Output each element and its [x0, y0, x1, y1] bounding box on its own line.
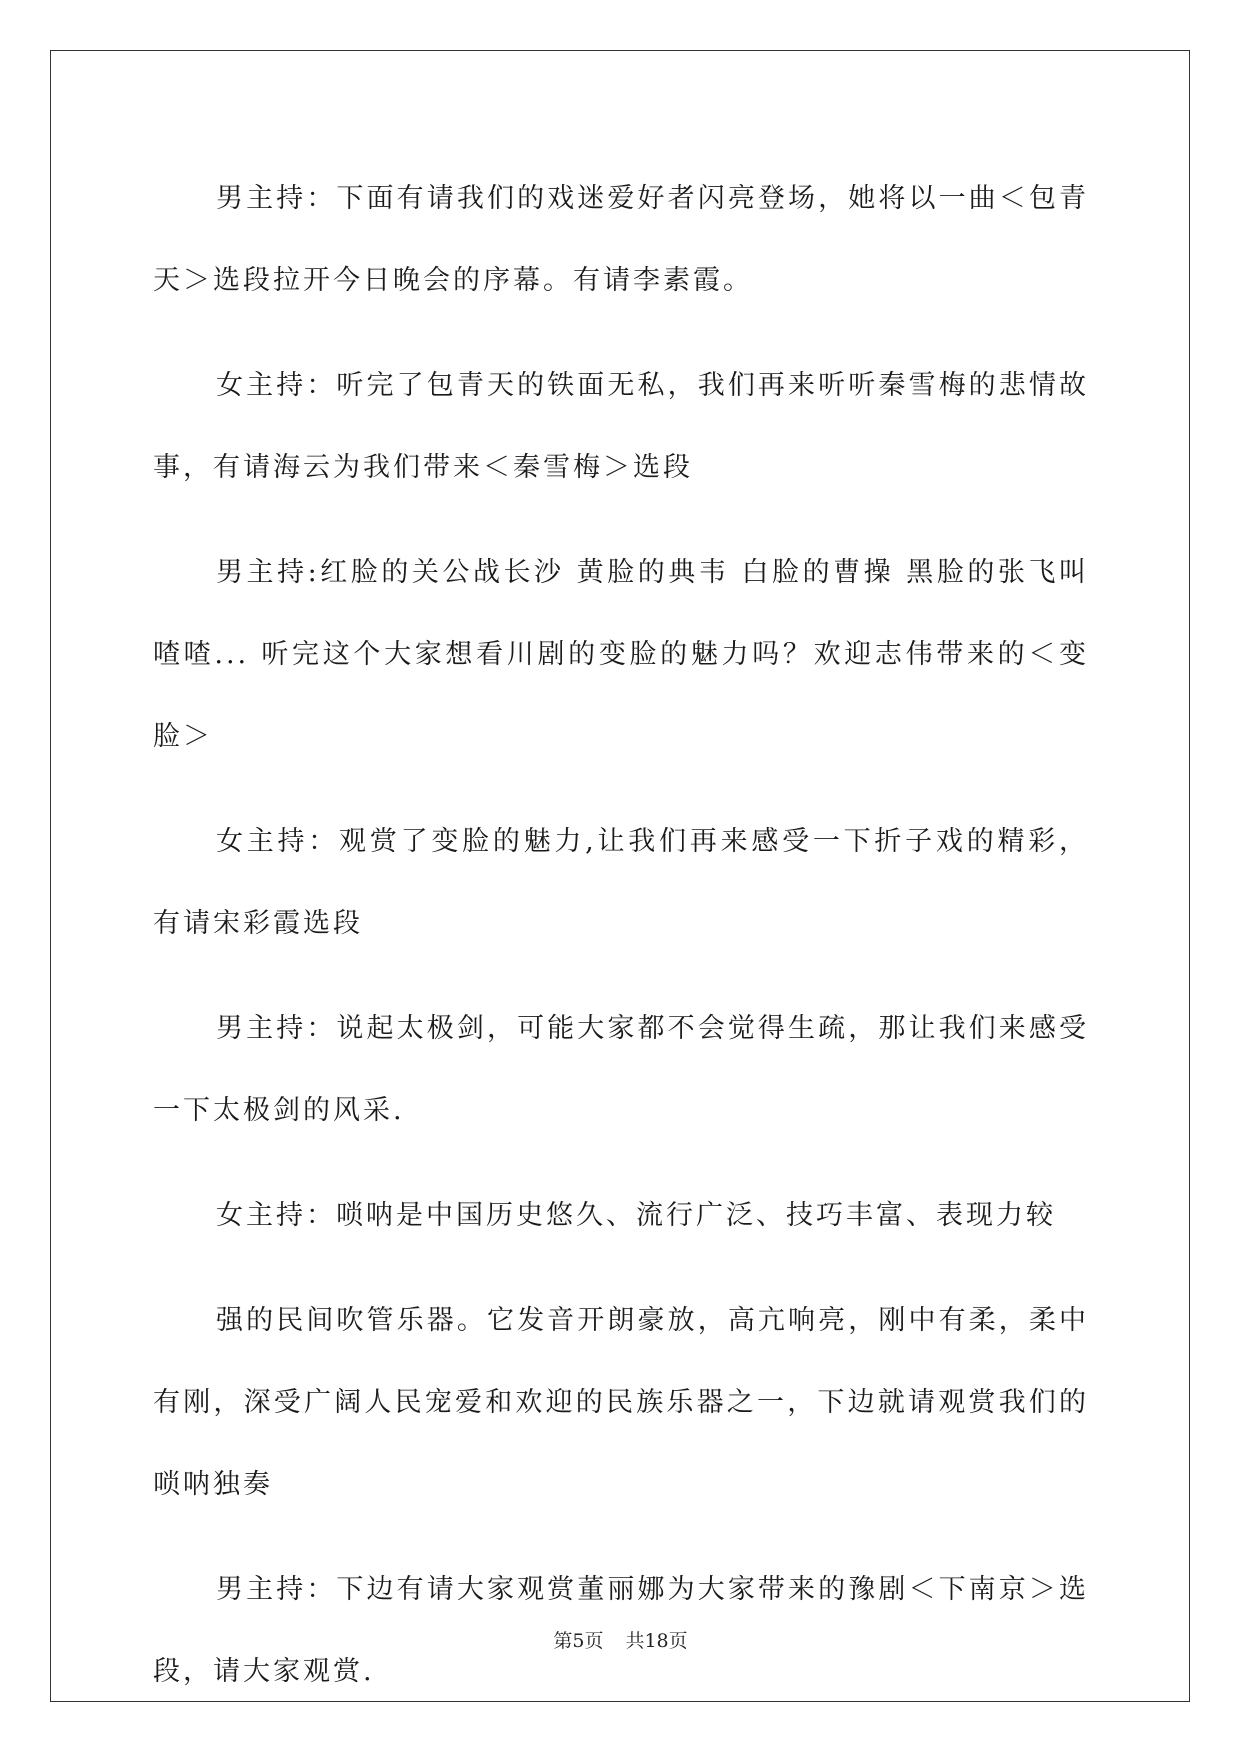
paragraph: 男主持：下面有请我们的戏迷爱好者闪亮登场，她将以一曲＜包青天＞选段拉开今日晚会的序幕。有请李素霞。: [153, 183, 1089, 296]
paragraph: 女主持：听完了包青天的铁面无私，我们再来听听秦雪梅的悲情故事，有请海云为我们带来＜秦雪梅＞选段: [153, 370, 1089, 483]
paragraph: 女主持：唢呐是中国历史悠久、流行广泛、技巧丰富、表现力较: [216, 1200, 1056, 1231]
paragraph: 男主持:红脸的关公战长沙 黄脸的典韦 白脸的曹操 黑脸的张飞叫喳喳... 听完这个大家想看川剧的变脸的魅力吗？欢迎志伟带来的＜变脸＞: [153, 557, 1089, 752]
page-number-current: 第5页: [553, 1630, 604, 1652]
paragraph: 男主持：说起太极剑，可能大家都不会觉得生疏，那让我们来感受一下太极剑的风采.: [153, 1013, 1089, 1126]
paragraph: 强的民间吹管乐器。它发音开朗豪放，高亢响亮，刚中有柔，柔中有刚，深受广阔人民宠爱和欢迎的民族乐器之一，下边就请观赏我们的唢呐独奏: [153, 1305, 1089, 1500]
page-footer: [0, 1626, 1241, 1653]
paragraph: 女主持：观赏了变脸的魅力,让我们再来感受一下折子戏的精彩，有请宋彩霞选段: [153, 826, 1089, 939]
paragraph: 男主持：下边有请大家观赏董丽娜为大家带来的豫剧＜下南京＞选段，请大家观赏.: [153, 1574, 1089, 1687]
page-number-total: 共18页: [625, 1630, 688, 1652]
document-body: [153, 158, 1089, 1736]
